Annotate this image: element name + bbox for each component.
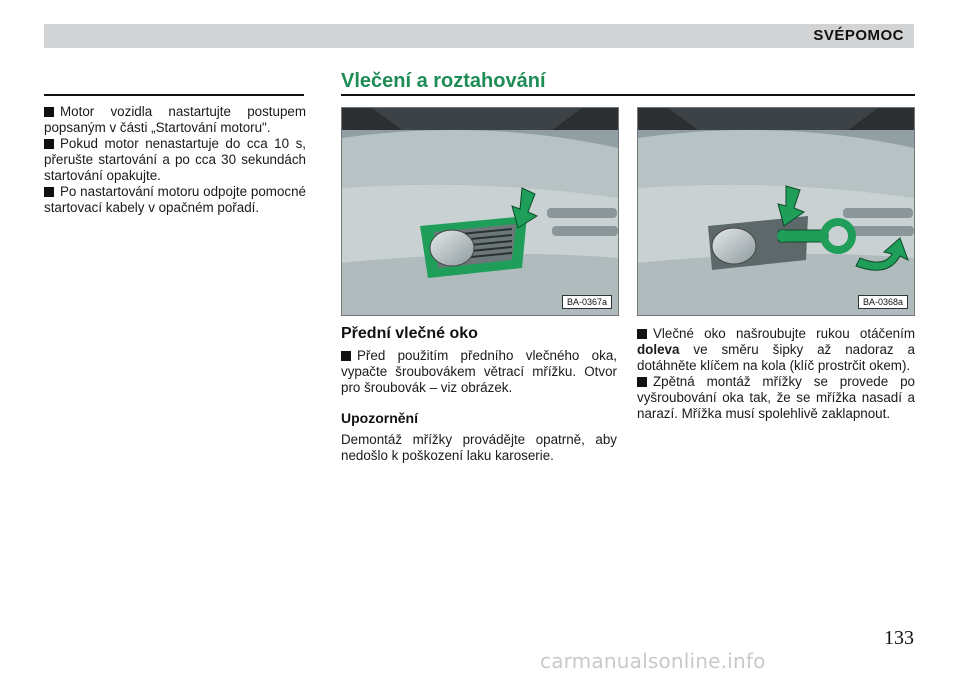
bullet-icon [44, 107, 54, 117]
subsection-heading: Přední vlečné oko [341, 325, 478, 342]
divider-right [341, 94, 915, 96]
emphasis-text: doleva [637, 342, 680, 357]
list-item: Po nastartování motoru odpojte pomocné startovací kabely v opačném pořadí. [44, 184, 306, 215]
watermark: carmanualsonline.info [540, 649, 766, 673]
list-item: Pokud motor nenastartuje do cca 10 s, přerušte startování a po cca 30 sekundách startování opakujte. [44, 136, 306, 183]
figure-label: BA-0367a [562, 295, 612, 309]
bullet-icon [341, 351, 351, 361]
figure-label: BA-0368a [858, 295, 908, 309]
tow-eye-illustration [638, 108, 914, 315]
header-bar [44, 24, 914, 48]
note-text: Demontáž mřížky provádějte opatrně, aby nedošlo k poškození laku karoserie. [341, 432, 617, 463]
list-item: Před použitím předního vlečného oka, vypačte šroubovákem větrací mřížku. Otvor pro šroubovák – viz obrázek. [341, 348, 617, 395]
bullet-icon [637, 377, 647, 387]
header-title: SVÉPOMOC [813, 27, 904, 44]
left-column [44, 104, 306, 216]
divider-left [44, 94, 304, 96]
bullet-icon [637, 329, 647, 339]
list-item: Vlečné oko našroubujte rukou otáčením doleva ve směru šipky až nadoraz a dotáhněte klíčem na kola (klíč prostrčit okem). [637, 326, 915, 373]
list-item: Zpětná montáž mřížky se provede po vyšroubování oka tak, že se mřížka nasadí a narazí. Mřížka musí spolehlivě zaklapnout. [637, 374, 915, 421]
middle-column [341, 326, 617, 464]
figure-tow-eye [637, 107, 915, 316]
bumper-illustration [342, 108, 618, 315]
right-column [637, 326, 915, 422]
note-heading: Upozornění [341, 410, 418, 426]
figure-grille-removal [341, 107, 619, 316]
page-number: 133 [884, 627, 914, 649]
bullet-icon [44, 139, 54, 149]
section-title: Vlečení a roztahování [341, 70, 546, 92]
list-item: Motor vozidla nastartujte postupem popsaným v části „Startování motoru". [44, 104, 306, 135]
bullet-icon [44, 187, 54, 197]
